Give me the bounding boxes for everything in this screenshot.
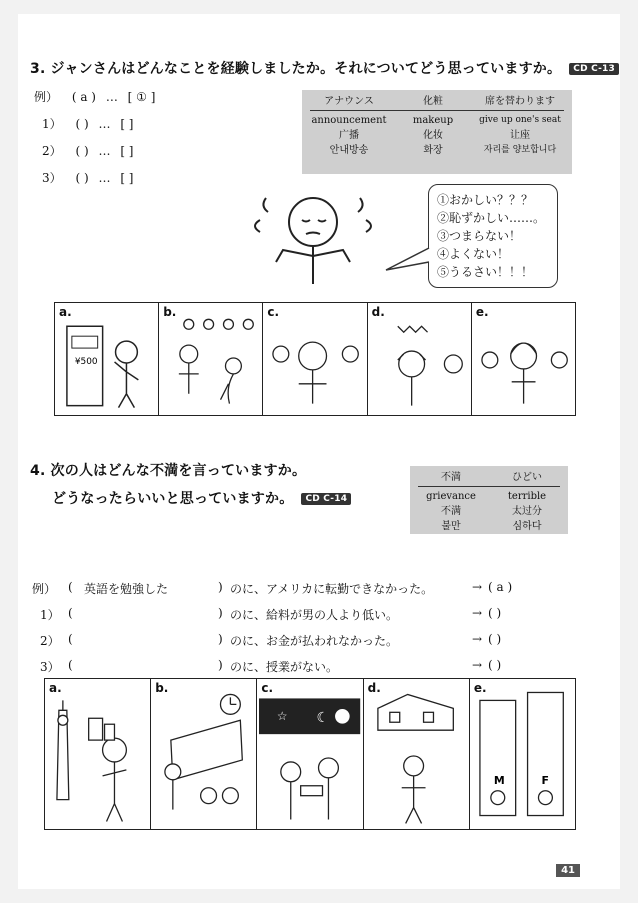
panel-label: c. [267,305,280,319]
answer-paren: ( a ) [488,580,513,594]
q4-number: 4. [30,463,46,479]
q4-panel-a [45,679,151,829]
q3-row-3 [42,169,134,186]
pile-label-female: F [541,773,549,787]
vocab-jp: 席を替わります [485,96,555,107]
vocab-zh: 让座 [510,130,530,141]
vocab-en: grievance [426,491,476,502]
ellipsis: … [105,90,118,104]
ellipsis: … [98,171,111,185]
arrow: → [472,658,483,672]
row-label: 2） [40,634,60,648]
panel-label: d. [371,305,385,319]
vocab-en: terrible [507,491,547,502]
answer-bracket[interactable]: [ ] [120,171,134,185]
q4-heading-line1 [30,460,306,480]
q3-vocab-box [302,90,572,174]
vocab-ko: 자리를 양보합니다 [483,145,557,155]
feeling-option-3: ③つまらない！ [437,229,522,243]
makeup-on-train-scene [263,303,366,415]
q4-panel-c [257,679,363,829]
paren-open[interactable]: ( [68,606,73,620]
paren-close: ) [218,580,223,594]
pile-label-male: M [493,773,505,787]
q4-row-3 [40,658,552,674]
paren-close: ) [218,632,223,646]
q4-title-2: どうなったらいいと思っていますか。 [52,491,294,507]
panel-label: e. [473,681,487,695]
paren-open[interactable]: ( [68,632,73,646]
arrow: → [472,632,483,646]
ellipsis: … [98,117,111,131]
q4-cd-badge: CD C-14 [301,493,351,505]
arrow: → [472,606,483,620]
panel-label: a. [49,681,62,695]
vocab-en: announcement [311,115,387,126]
paren-close: ) [218,658,223,672]
vocab-zh: 广播 [339,130,359,141]
panel-label: a. [59,305,72,319]
answer-paren[interactable]: ( ) [75,171,89,185]
jean-character-illustration [238,184,388,294]
q4-row-1 [40,606,552,622]
answer-paren[interactable]: ( ) [75,144,89,158]
q3-panel-a [55,303,159,415]
q4-panel-d [364,679,470,829]
q4-panel-e [470,679,575,829]
vending-machine-scene [55,303,158,415]
vocab-en: makeup [412,115,454,126]
moon-icon: ☾ [316,710,330,727]
q4-picture-panels [44,678,576,830]
q3-panel-e [472,303,575,415]
panel-label: b. [163,305,177,319]
q3-panel-d [368,303,472,415]
ellipsis: … [98,144,111,158]
vocab-ko: 심하다 [512,521,542,532]
q3-title: ジャンさんはどんなことを経験しましたか。それについてどう思っていますか。 [50,61,562,77]
panel-label: b. [155,681,169,695]
complaint-text: のに、お金が払われなかった。 [230,634,399,648]
feeling-option-5: ⑤うるさい！！！ [437,265,534,279]
panel-label: c. [261,681,274,695]
vocab-entry-terrible [492,470,562,534]
feeling-option-1: ①おかしい？？？ [437,193,534,207]
q3-heading [30,58,619,78]
page-number: 41 [556,864,580,877]
vocab-jp: 不満 [441,472,461,483]
q4-row-2 [40,632,552,648]
vocab-ko: 화장 [423,145,443,156]
q3-panel-b [159,303,263,415]
q3-picture-panels [54,302,576,416]
row-label: 1） [40,608,60,622]
q4-vocab-box [410,466,568,534]
vocab-entry-give-up-seat [472,94,568,158]
vocab-jp: 化粧 [423,96,443,107]
vocab-ko: 안내방송 [329,145,369,156]
closed-school-scene [364,679,469,829]
q4-row-example [32,580,552,596]
q3-cd-badge: CD C-13 [569,63,619,75]
statue-of-liberty-scene [45,679,150,829]
answer-bracket: [ ① ] [127,90,156,104]
panel-label: d. [367,681,381,695]
complaint-text: のに、授業がない。 [230,660,339,674]
q3-feelings-bubble [428,184,558,288]
vocab-entry-makeup [398,94,468,158]
row-label: 例） [32,582,57,596]
q3-row-example [34,88,155,105]
train-seat-scene [159,303,262,415]
q3-row-1 [42,115,134,132]
vocab-en: give up one's seat [479,115,561,125]
headphones-scene [472,303,575,415]
vocab-jp: アナウンス [324,96,374,107]
vocab-entry-grievance [416,470,486,534]
vocab-zh: 太过分 [512,506,542,517]
answer-bracket[interactable]: [ ] [120,117,134,131]
vocab-zh: 不满 [441,506,461,517]
complaint-text: のに、給料が男の人より低い。 [230,608,399,622]
night-work-scene [257,679,362,829]
complaint-text: のに、アメリカに転勤できなかった。 [230,582,434,596]
classroom-scene [151,679,256,829]
vocab-ko: 불만 [441,521,461,532]
paren-open: ( [68,580,73,594]
q3-number: 3. [30,61,46,77]
q4-panel-b [151,679,257,829]
q3-panel-c [263,303,367,415]
row-label: 3） [40,660,60,674]
feeling-option-2: ②恥ずかしい……。 [437,211,546,225]
answer-paren: ( a ) [71,90,96,104]
q4-title-1: 次の人はどんな不満を言っていますか。 [50,463,307,479]
answer-paren[interactable]: ( ) [488,606,502,620]
reason-text: 英語を勉強した [84,582,169,596]
answer-paren[interactable]: ( ) [75,117,89,131]
worksheet-page [18,14,620,889]
panel-label: e. [475,305,489,319]
q3-row-2 [42,142,134,159]
answer-bracket[interactable]: [ ] [120,144,134,158]
paren-close: ) [218,606,223,620]
answer-paren[interactable]: ( ) [488,658,502,672]
row-label: 1） [42,117,62,131]
loud-announcement-scene [368,303,471,415]
row-label: 例） [34,90,59,104]
vocab-entry-announcement [306,94,392,158]
star-icon: ☆ [277,709,288,724]
paren-open[interactable]: ( [68,658,73,672]
vocab-zh: 化妆 [423,130,443,141]
vending-price: ¥500 [74,356,98,367]
arrow: → [472,580,483,594]
q4-heading-line2 [52,488,351,508]
answer-paren[interactable]: ( ) [488,632,502,646]
bubble-tail [384,246,430,276]
feeling-option-4: ④よくない！ [437,247,510,261]
row-label: 3） [42,171,62,185]
row-label: 2） [42,144,62,158]
vocab-jp: ひどい [512,472,542,483]
salary-comparison-scene [470,679,575,829]
